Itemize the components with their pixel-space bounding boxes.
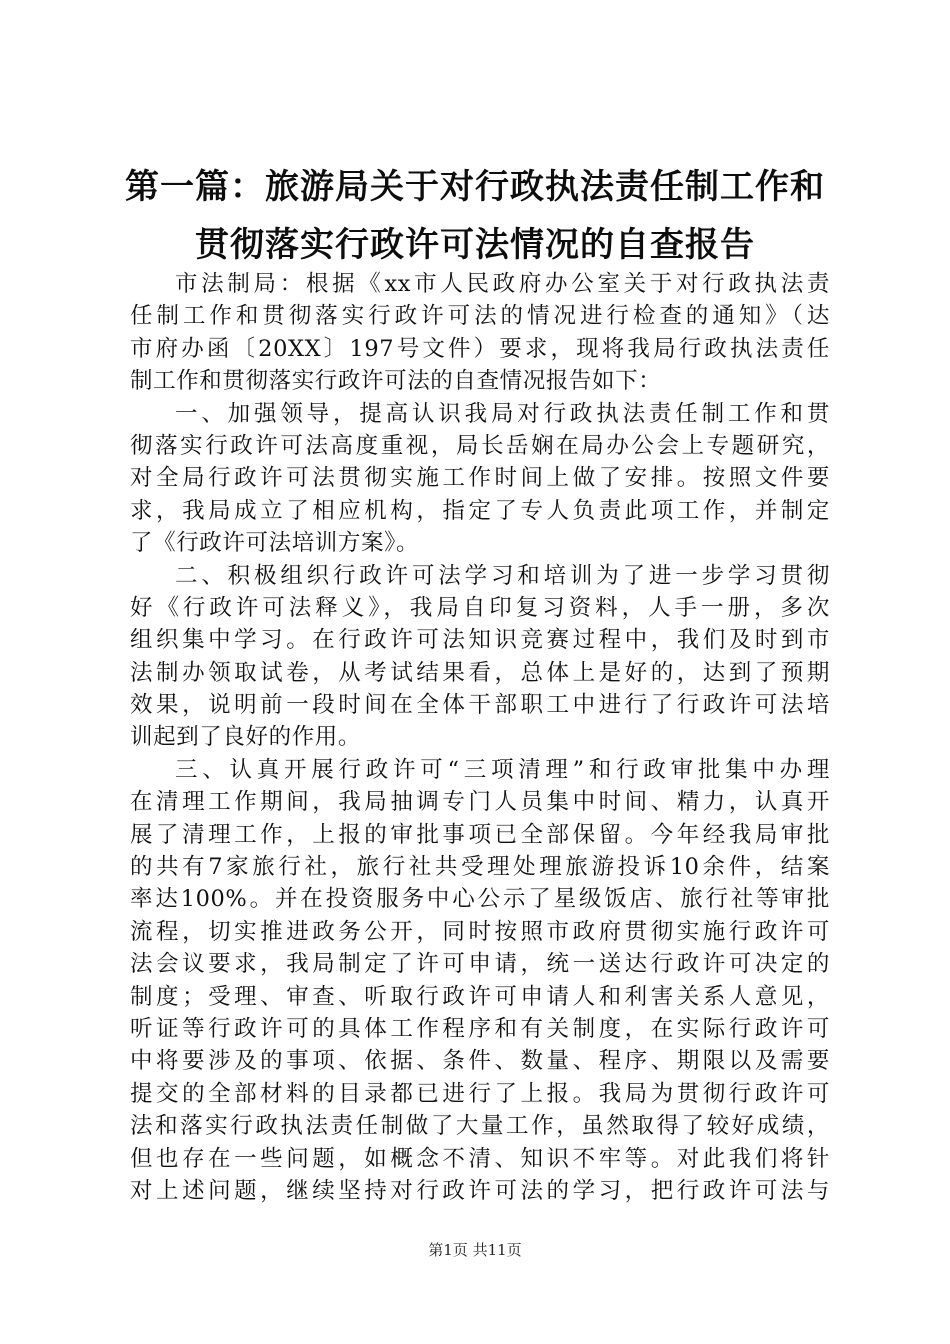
body-line: 二、积极组织行政许可法学习和培训为了进一步学习贯彻: [175, 562, 830, 589]
body-line: 求，我局成立了相应机构，指定了专人负责此项工作，并制定: [130, 497, 830, 524]
page-footer: 第1页 共11页: [428, 1241, 522, 1259]
body-line: 好《行政许可法释义》，我局自印复习资料，人手一册，多次: [130, 594, 830, 621]
body-line: 任制工作和贯彻落实行政许可法的情况进行检查的通知》（达: [130, 303, 830, 330]
body-line: 提交的全部材料的目录都已进行了上报。我局为贯彻行政许可: [130, 1080, 830, 1107]
body-line: 市府办函〔20XX〕197号文件）要求，现将我局行政执法责任: [130, 335, 830, 362]
body-line: 彻落实行政许可法高度重视，局长岳娴在局办公会上专题研究，: [130, 432, 830, 459]
body-line: 但也存在一些问题，如概念不清、知识不牢等。对此我们将针: [130, 1145, 830, 1172]
document-title: [100, 158, 850, 274]
body-line: 法制办领取试卷，从考试结果看，总体上是好的，达到了预期: [130, 659, 830, 686]
body-line: 训起到了良好的作用。: [130, 724, 362, 751]
body-line: 一、加强领导，提高认识我局对行政执法责任制工作和贯: [175, 400, 830, 427]
body-line: 法和落实行政执法责任制做了大量工作，虽然取得了较好成绩，: [130, 1113, 830, 1140]
document-body: [130, 268, 830, 1207]
body-line: 组织集中学习。在行政许可法知识竞赛过程中，我们及时到市: [130, 627, 830, 654]
body-line: 对上述问题，继续坚持对行政许可法的学习，把行政许可法与: [130, 1177, 830, 1204]
body-line: 听证等行政许可的具体工作程序和有关制度，在实际行政许可: [130, 1015, 830, 1042]
body-line: 制工作和贯彻落实行政许可法的自查情况报告如下：: [130, 368, 662, 395]
body-line: 制度；受理、审查、听取行政许可申请人和利害关系人意见，: [130, 983, 830, 1010]
body-line: 流程，切实推进政务公开，同时按照市政府贯彻实施行政许可: [130, 918, 830, 945]
body-line: 展了清理工作，上报的审批事项已全部保留。今年经我局审批: [130, 821, 830, 848]
body-line: 法会议要求，我局制定了许可申请，统一送达行政许可决定的: [130, 951, 830, 978]
body-line: 市法制局：根据《xx市人民政府办公室关于对行政执法责: [175, 271, 830, 297]
body-line: 三、认真开展行政许可“三项清理”和行政审批集中办理: [175, 756, 830, 783]
body-line: 了《行政许可法培训方案》。: [130, 530, 420, 557]
title-line-1: 第一篇：旅游局关于对行政执法责任制工作和: [125, 167, 825, 207]
body-line: 中将要涉及的事项、依据、条件、数量、程序、期限以及需要: [130, 1048, 830, 1075]
body-line: 对全局行政许可法贯彻实施工作时间上做了安排。按照文件要: [130, 465, 830, 492]
body-line: 在清理工作期间，我局抽调专门人员集中时间、精力，认真开: [130, 789, 830, 816]
body-line: 的共有7家旅行社，旅行社共受理处理旅游投诉10余件，结案: [130, 854, 830, 881]
title-line-2: 贯彻落实行政许可法情况的自查报告: [195, 225, 755, 265]
body-line: 效果，说明前一段时间在全体干部职工中进行了行政许可法培: [130, 692, 830, 719]
body-line: 率达100%。并在投资服务中心公示了星级饭店、旅行社等审批: [130, 886, 830, 913]
